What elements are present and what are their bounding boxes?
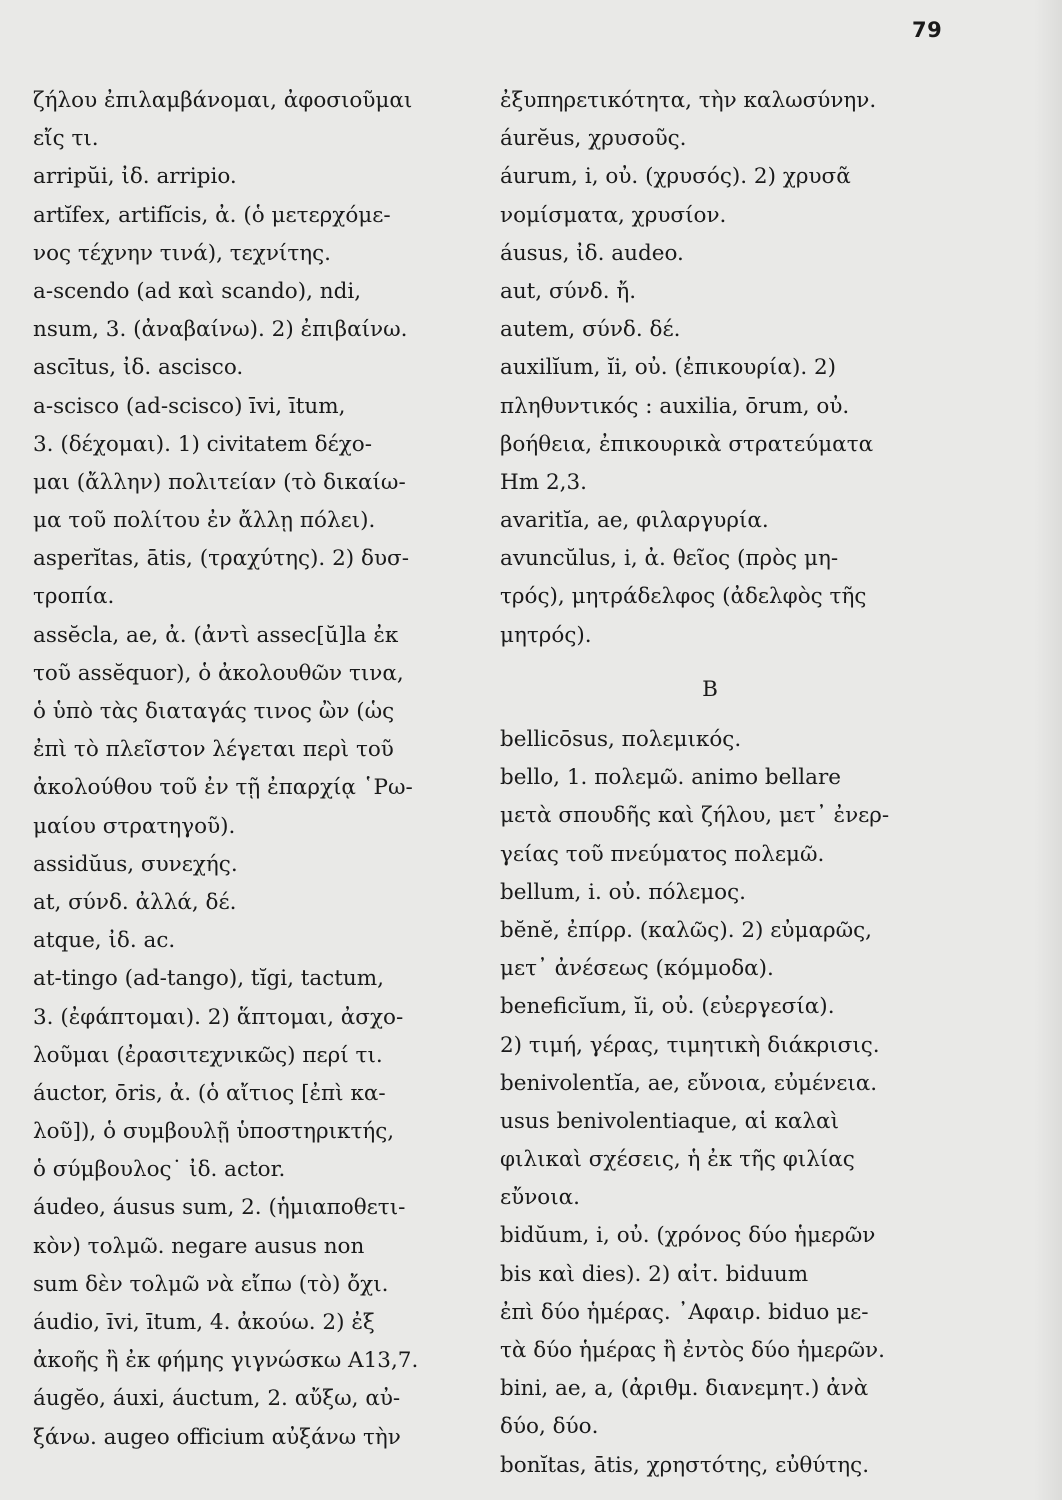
entry-line: ἀκολούθου τοῦ ἐν τῇ ἐπαρχίᾳ ῾Ρω- [33,775,413,801]
entry-line: áusus, ἰδ. audeo. [500,240,684,266]
entry-line: νος τέχνην τινά), τεχνίτης. [33,240,331,266]
entry-line: aut, σύνδ. ἤ. [500,278,637,304]
entry-line: at-tingo (ad-tango), tĭgi, tactum, [33,966,384,992]
entry-line: bĕnĕ, ἐπίρρ. (καλῶς). 2) εὐμαρῶς, [500,917,873,943]
entry-line: λοῦμαι (ἐρασιτεχνικῶς) περί τι. [33,1042,383,1068]
entry-line: assĕcla, ae, ἀ. (ἀντὶ assec[ŭ]la ἐκ [33,622,399,648]
entry-line: sum δὲν τολμῶ νὰ εἴπω (τὸ) ὄχι. [33,1271,389,1297]
entry-line: beneficĭum, ĭi, οὐ. (εὐεργεσία). [500,994,835,1020]
entry-line: ὁ ὑπὸ τὰς διαταγάς τινος ὢν (ὡς [33,699,395,724]
entry-line: δύο, δύο. [500,1414,599,1440]
entry-line: μαίου στρατηγοῦ). [33,813,236,839]
entry-line: ὁ σύμβουλος˙ ἰδ. actor. [33,1157,286,1183]
entry-line: λοῦ]), ὁ συμβουλῇ ὑποστηρικτής, [33,1119,395,1145]
entry-line: βοήθεια, ἐπικουρικὰ στρατεύματα [500,431,874,457]
entry-line: asperĭtas, ātis, (τραχύτης). 2) δυσ- [33,546,409,572]
entry-line: a-scendo (ad καὶ scando), ndi, [33,278,362,304]
entry-line: áurum, i, οὐ. (χρυσός). 2) χρυσᾶ [500,164,851,190]
section-gap [500,655,940,671]
entry-line: a-scisco (ad-scisco) īvi, ītum, [33,393,346,419]
entry-line: usus benivolentiaque, αἱ καλαὶ [500,1108,839,1134]
entry-line: atque, ἰδ. ac. [33,928,176,954]
entry-line: áugĕo, áuxi, áuctum, 2. αὔξω, αὐ- [33,1386,401,1412]
entry-line: 3. (ἐφάπτομαι). 2) ἅπτομαι, ἀσχο- [33,1004,404,1030]
entry-line: bello, 1. πολεμῶ. animo bellare [500,765,841,791]
entry-line: áurĕus, χρυσοῦς. [500,126,687,152]
entry-line: φιλικαὶ σχέσεις, ἡ ἐκ τῆς φιλίας [500,1147,855,1173]
entry-line: benivolentĭa, ae, εὔνοια, εὐμένεια. [500,1070,878,1096]
section-heading: B [702,676,718,702]
entry-line: ἐπὶ τὸ πλεῖστον λέγεται περὶ τοῦ [33,737,394,763]
entry-line: bini, ae, a, (ἀριθμ. διανεμητ.) ἀνὰ [500,1376,869,1402]
entry-line: áudio, īvi, ītum, 4. ἀκούω. 2) ἐξ [33,1310,375,1335]
entry-line: μετ᾿ ἀνέσεως (κόμμοδα). [500,956,774,982]
entry-line: μητρός). [500,622,592,648]
entry-line: γείας τοῦ πνεύματος πολεμῶ. [500,841,825,867]
entry-line: εὔνοια. [500,1185,581,1211]
entry-line: autem, σύνδ. δέ. [500,317,681,343]
entry-line: ἀκοῆς ἢ ἐκ φήμης γιγνώσκω A13,7. [33,1348,419,1374]
entry-line: avaritĭa, ae, φιλαργυρία. [500,508,769,534]
entry-line: Hm 2,3. [500,469,587,495]
entry-line: bis καὶ dies). 2) αἰτ. biduum [500,1261,809,1287]
entry-line: assidŭus, συνεχής. [33,851,238,877]
entry-line: ξάνω. augeo officium αὐξάνω τὴν [33,1424,401,1450]
entry-line: arripŭi, ἰδ. arripio. [33,164,237,190]
page-edge-shadow [1034,0,1062,1500]
entry-line: τοῦ assĕquor), ὁ ἀκολουθῶν τινα, [33,660,404,686]
right-column [500,82,940,1485]
entry-line: πληθυντικός : auxilia, ōrum, οὐ. [500,393,850,419]
entry-line: τροπία. [33,584,115,610]
entry-line: μετὰ σπουδῆς καὶ ζήλου, μετ᾿ ἐνερ- [500,803,890,829]
entry-line: ἐξυπηρετικότητα, τὴν καλωσύνην. [500,88,877,113]
entry-line: áuctor, ōris, ἀ. (ὁ αἴτιος [ἐπὶ κα- [33,1080,386,1106]
entry-line: 2) τιμή, γέρας, τιμητικὴ διάκρισις. [500,1032,880,1058]
entry-line: τὰ δύο ἡμέρας ἢ ἐντὸς δύο ἡμερῶν. [500,1338,885,1363]
entry-line: bonĭtas, ātis, χρηστότης, εὐθύτης. [500,1452,870,1478]
entry-line: artĭfex, artifĭcis, ἀ. (ὁ μετερχόμε- [33,202,391,228]
entry-line: ἐπὶ δύο ἡμέρας. ᾿Αφαιρ. biduo με- [500,1299,869,1325]
entry-line: áudeo, áusus sum, 2. (ἡμιαποθετι- [33,1195,406,1221]
entry-line: κὸν) τολμῶ. negare ausus non [33,1233,365,1259]
entry-line: 3. (δέχομαι). 1) civitatem δέχο- [33,431,372,457]
entry-line: τρός), μητράδελφος (ἀδελφὸς τῆς [500,584,867,610]
entry-line: ascītus, ἰδ. ascisco. [33,355,244,381]
entry-line: μαι (ἄλλην) πολιτείαν (τὸ δικαίω- [33,469,406,495]
entry-line: μα τοῦ πολίτου ἐν ἄλλῃ πόλει). [33,508,376,534]
entry-line: auxilĭum, ĭi, οὐ. (ἐπικουρία). 2) [500,355,837,381]
entry-line: nsum, 3. (ἀναβαίνω). 2) ἐπιβαίνω. [33,317,408,343]
entry-line: εἴς τι. [33,126,99,152]
entry-line: at, σύνδ. ἀλλά, δέ. [33,889,237,915]
section-gap [500,709,940,721]
entry-line: avuncŭlus, i, ἀ. θεῖος (πρὸς μη- [500,546,839,572]
entry-line: bidŭum, i, οὐ. (χρόνος δύο ἡμερῶν [500,1223,876,1249]
entry-line: νομίσματα, χρυσίον. [500,202,727,228]
left-column [33,82,463,1457]
entry-line: bellicōsus, πολεμικός. [500,727,742,752]
entry-line: bellum, i. οὐ. πόλεμος. [500,879,747,905]
entry-line: ζήλου ἐπιλαμβάνομαι, ἀφοσιοῦμαι [33,88,413,113]
page-number: 79 [912,18,943,42]
